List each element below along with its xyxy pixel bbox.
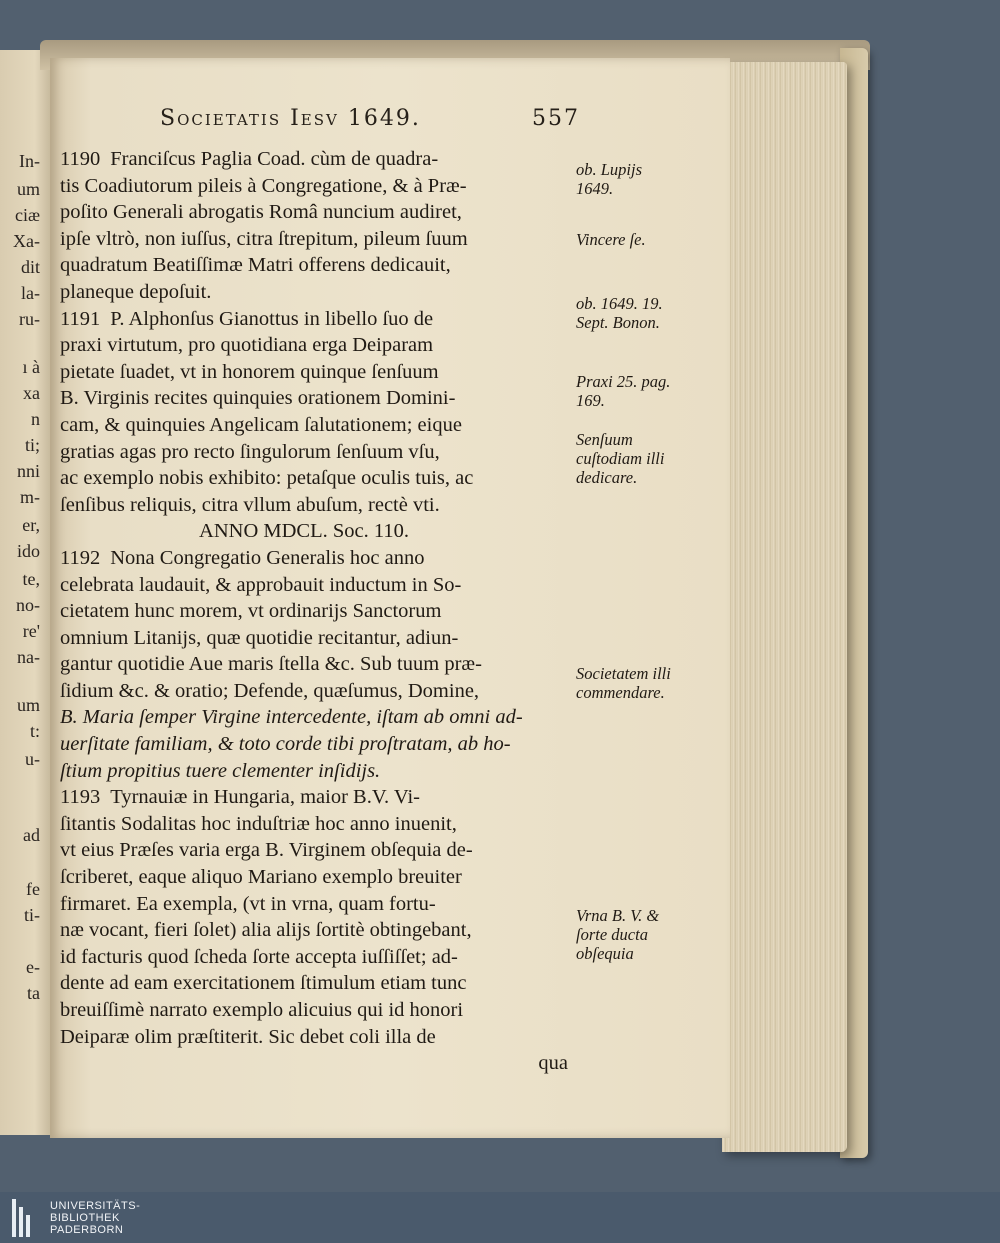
library-logo-icon (12, 1199, 40, 1237)
text-line: næ vocant, fieri ſolet) alia alijs ſortitè obtingebant, (60, 919, 472, 942)
paragraph-number: 1192 (60, 546, 101, 569)
left-fragment: um (16, 179, 40, 199)
text-line: omnium Litanijs, quæ quotidie recitantur, adiun- (60, 626, 459, 649)
left-fragment: ti- (24, 905, 40, 925)
text-line: praxi virtutum, pro quotidiana erga Deiparam (60, 334, 434, 357)
left-fragment: la- (21, 283, 40, 303)
left-fragment: fe (26, 879, 40, 899)
text-line: ac exemplo nobis exhibito: petaſque oculis tuis, ac (60, 467, 474, 490)
text-line: quadratum Beatiſſimæ Matri offerens dedicauit, (60, 254, 451, 277)
left-fragment: um (16, 695, 40, 715)
text-line: pietate ſuadet, vt in honorem quinque ſenſuum (60, 360, 439, 383)
left-fragment: ti; (24, 435, 40, 455)
left-fragment: na- (17, 647, 40, 667)
text-line: ſidium &c. & oratio; Defende, quæſumus, Domine, (60, 679, 480, 702)
page-number: 557 (532, 106, 580, 131)
text-line: cietatem hunc morem, vt ordinarijs Sanctorum (60, 600, 442, 623)
text-line: celebrata laudauit, & approbauit inductum in So- (60, 573, 462, 596)
left-fragment: no- (16, 595, 40, 615)
left-fragment: er, (22, 515, 40, 535)
text-line: 1191 P. Alphonſus Gianottus in libello ſuo de (60, 307, 434, 330)
text-line: 1193 Tyrnauiæ in Hungaria, maior B.V. Vi- (60, 786, 420, 809)
text-line: 1192 Nona Congregatio Generalis hoc anno (60, 546, 425, 569)
main-text (60, 146, 568, 1077)
left-fragment: xa (23, 383, 40, 403)
text-line: breuiſſimè narrato exemplo alicuius qui id honori (60, 999, 464, 1021)
text-line: vt eius Præſes varia erga B. Virginem obſequia de- (60, 839, 473, 862)
text-line: ſenſibus reliquis, citra vllum abuſum, rectè vti. (60, 493, 440, 516)
text-line: uerſitate familiam, & toto corde tibi proſtratam, ab ho- (60, 733, 511, 756)
left-fragment: re' (22, 621, 40, 641)
text-line: Deiparæ olim præſtiterit. Sic debet coli illa de (60, 1025, 436, 1048)
catchword: qua (538, 1052, 568, 1075)
text-line: planeque depoſuit. (60, 280, 212, 303)
left-fragment: t: (29, 721, 40, 741)
left-fragment: ta (27, 983, 40, 1003)
left-fragment: ad (23, 825, 40, 845)
text-line: B. Maria ſemper Virgine intercedente, iſtam ab omni ad- (60, 706, 523, 729)
text-line: ſcriberet, eaque aliquo Mariano exemplo breuiter (60, 866, 462, 889)
text-line: 1190 Franciſcus Paglia Coad. cùm de quadra- (60, 148, 439, 170)
margin-note: Praxi 25. pag. 169. (576, 372, 671, 410)
text-line: gratias agas pro recto ſingulorum ſenſuum vſu, (60, 440, 440, 463)
text-line: ſitantis Sodalitas hoc induſtriæ hoc anno inuenit, (60, 812, 457, 835)
left-fragment: ru- (19, 309, 40, 329)
margin-note: Societatem illi commendare. (576, 664, 671, 702)
left-fragment: In- (19, 151, 40, 171)
margin-note: Vrna B. V. & ſorte ducta obſequia (576, 906, 660, 963)
page-edges (722, 62, 847, 1152)
left-fragment: nni (16, 461, 40, 481)
text-line: gantur quotidie Aue maris ſtella &c. Sub tuum præ- (60, 653, 482, 676)
left-fragment: u- (25, 749, 40, 769)
text-line: B. Virginis recites quinquies orationem Domini- (60, 387, 456, 410)
running-header (160, 106, 580, 136)
left-fragment: ido (16, 541, 40, 561)
library-footer (0, 1192, 1000, 1243)
left-fragment: ciæ (15, 205, 40, 225)
left-fragment: dit (20, 257, 40, 277)
text-line: ſtium propitius tuere clementer inſidijs. (60, 759, 381, 782)
text-line: id facturis quod ſcheda ſorte accepta iuſſiſſet; ad- (60, 945, 458, 968)
margin-note: Senſuum cuſtodiam illi dedicare. (576, 430, 665, 487)
text-line: tis Coadiutorum pileis à Congregatione, & à Præ- (60, 174, 467, 197)
margin-note: Vincere ſe. (576, 230, 646, 249)
margin-note: ob. Lupijs 1649. (576, 160, 643, 198)
text-line: dente ad eam exercitationem ſtimulum etiam tunc (60, 972, 467, 995)
left-fragment: te, (22, 569, 40, 589)
library-name: UNIVERSITÄTS- BIBLIOTHEK PADERBORN (50, 1199, 141, 1236)
year-heading: ANNO MDCL. Soc. 110. (199, 520, 409, 543)
text-line: cam, & quinquies Angelicam ſalutationem; eique (60, 413, 462, 436)
margin-note: ob. 1649. 19. Sept. Bonon. (576, 294, 663, 332)
left-fragment: n (31, 409, 40, 429)
paragraph-number: 1193 (60, 786, 101, 809)
header-title: Societatis Iesv 1649. (160, 106, 421, 131)
paragraph-number: 1190 (60, 148, 101, 170)
text-line: poſito Generali abrogatis Româ nuncium audiret, (60, 201, 462, 224)
paragraph-number: 1191 (60, 307, 101, 330)
left-fragment: m- (20, 487, 40, 507)
text-line: ipſe vltrò, non iuſſus, citra ſtrepitum, pileum ſuum (60, 227, 468, 250)
text-line: firmaret. Ea exempla, (vt in vrna, quam fortu- (60, 892, 436, 915)
left-fragment: ı à (22, 357, 40, 377)
left-fragment: e- (26, 957, 40, 977)
left-fragment: Xa- (13, 231, 40, 251)
